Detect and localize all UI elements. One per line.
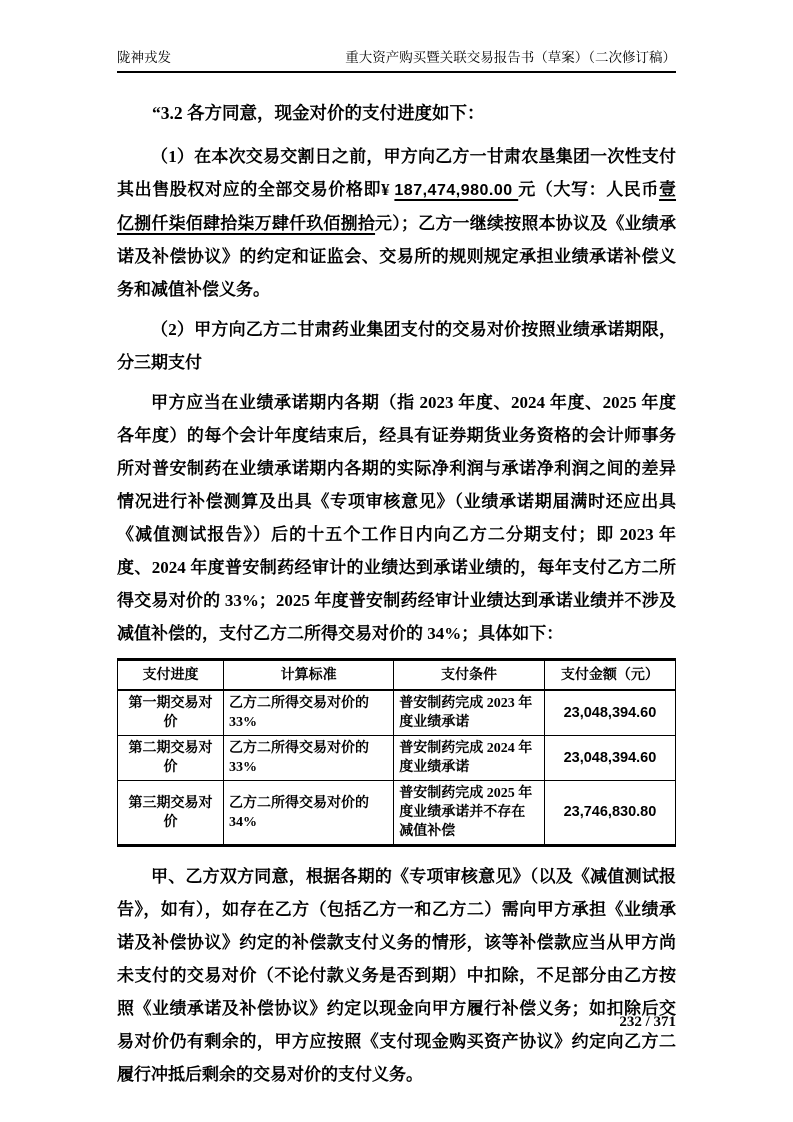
paragraph-installment-terms: 甲方应当在业绩承诺期内各期（指 2023 年度、2024 年度、2025 年度各年度）的每个会计年度结束后，经具有证券期货业务资格的会计师事务所对普安制药在业绩承诺期内各期的实际净利润与承诺净利润之间的差异情况进行补偿测算及出具《专项审核意见》（业绩承诺期届满时还应出具《减值测试报告》）后的十五个工作日内向乙方二分期支付；即 2023 年度、2024 年度普安制药经审计的业绩达到承诺业绩的，每年支付乙方二所得交易对价的 33%；2025 年度普安制药经审计业绩达到承诺业绩并不涉及减值补偿的，支付乙方二所得交易对价的 34%；具体如下： xyxy=(117,393,676,643)
cell-condition-1: 普安制药完成 2023 年度业绩承诺 xyxy=(394,690,545,736)
para1-text-end: 元）；乙方一继续按照本协议及《业绩承诺及补偿协议》的约定和证监会、交易所的规则规定承担业绩承诺补偿义务和减值补偿义务。 xyxy=(117,214,676,299)
column-header-amount: 支付金额（元） xyxy=(544,660,675,691)
paragraph-payment-2: （2）甲方向乙方二甘肃药业集团支付的交易对价按照业绩承诺期限，分三期支付 xyxy=(117,320,676,372)
page-number: 232 / 371 xyxy=(619,1014,676,1030)
cell-amount-1: 23,048,394.60 xyxy=(544,690,675,736)
header-report-title: 重大资产购买暨关联交易报告书（草案）（二次修订稿） xyxy=(345,50,676,65)
payment-schedule-table xyxy=(117,658,676,847)
header-company-name: 陇神戎发 xyxy=(117,50,171,65)
cell-stage-1: 第一期交易对价 xyxy=(118,690,224,736)
section-heading: “3.2 各方同意，现金对价的支付进度如下： xyxy=(152,103,485,123)
paragraph-payment-1 xyxy=(117,140,676,306)
cell-condition-2: 普安制药完成 2024 年度业绩承诺 xyxy=(394,736,545,781)
cell-amount-2: 23,048,394.60 xyxy=(544,736,675,781)
table-row xyxy=(118,690,676,736)
cell-basis-1: 乙方二所得交易对价的 33% xyxy=(224,690,394,736)
column-header-stage: 支付进度 xyxy=(118,660,224,691)
table-header-row xyxy=(118,660,676,691)
document-body xyxy=(117,97,676,1091)
cell-amount-3: 23,746,830.80 xyxy=(544,781,675,846)
cell-basis-3: 乙方二所得交易对价的 34% xyxy=(224,781,394,846)
cell-basis-2: 乙方二所得交易对价的 33% xyxy=(224,736,394,781)
page-header xyxy=(117,0,676,73)
paragraph-compensation-offset: 甲、乙方双方同意，根据各期的《专项审核意见》（以及《减值测试报告》，如有），如存在乙方（包括乙方一和乙方二）需向甲方承担《业绩承诺及补偿协议》约定的补偿款支付义务的情形，该等补偿款应当从甲方尚未支付的交易对价（不论付款义务是否到期）中扣除，不足部分由乙方按照《业绩承诺及补偿协议》约定以现金向甲方履行补偿义务；如扣除后交易对价仍有剩余的，甲方应按照《支付现金购买资产协议》约定向乙方二履行冲抵后剩余的交易对价的支付义务。 xyxy=(117,867,676,1084)
cell-condition-3: 普安制药完成 2025 年度业绩承诺并不存在减值补偿 xyxy=(394,781,545,846)
para1-text-start: （1）在本次交易交割日之前，甲方向乙方一甘肃农垦集团一次性支付其出售股权对应的全部交易价格即¥ xyxy=(117,147,676,199)
table-row xyxy=(118,781,676,846)
para1-text-mid: 元（大写：人民币 xyxy=(518,180,660,199)
cell-stage-3: 第三期交易对价 xyxy=(118,781,224,846)
transaction-amount-capital: 壹亿捌仟柒佰肆拾柒万肆仟玖佰捌拾 xyxy=(117,180,677,233)
column-header-basis: 计算标准 xyxy=(224,660,394,691)
cell-stage-2: 第二期交易对价 xyxy=(118,736,224,781)
column-header-condition: 支付条件 xyxy=(394,660,545,691)
table-row xyxy=(118,736,676,781)
transaction-amount-numeric: 187,474,980.00 xyxy=(394,182,519,199)
